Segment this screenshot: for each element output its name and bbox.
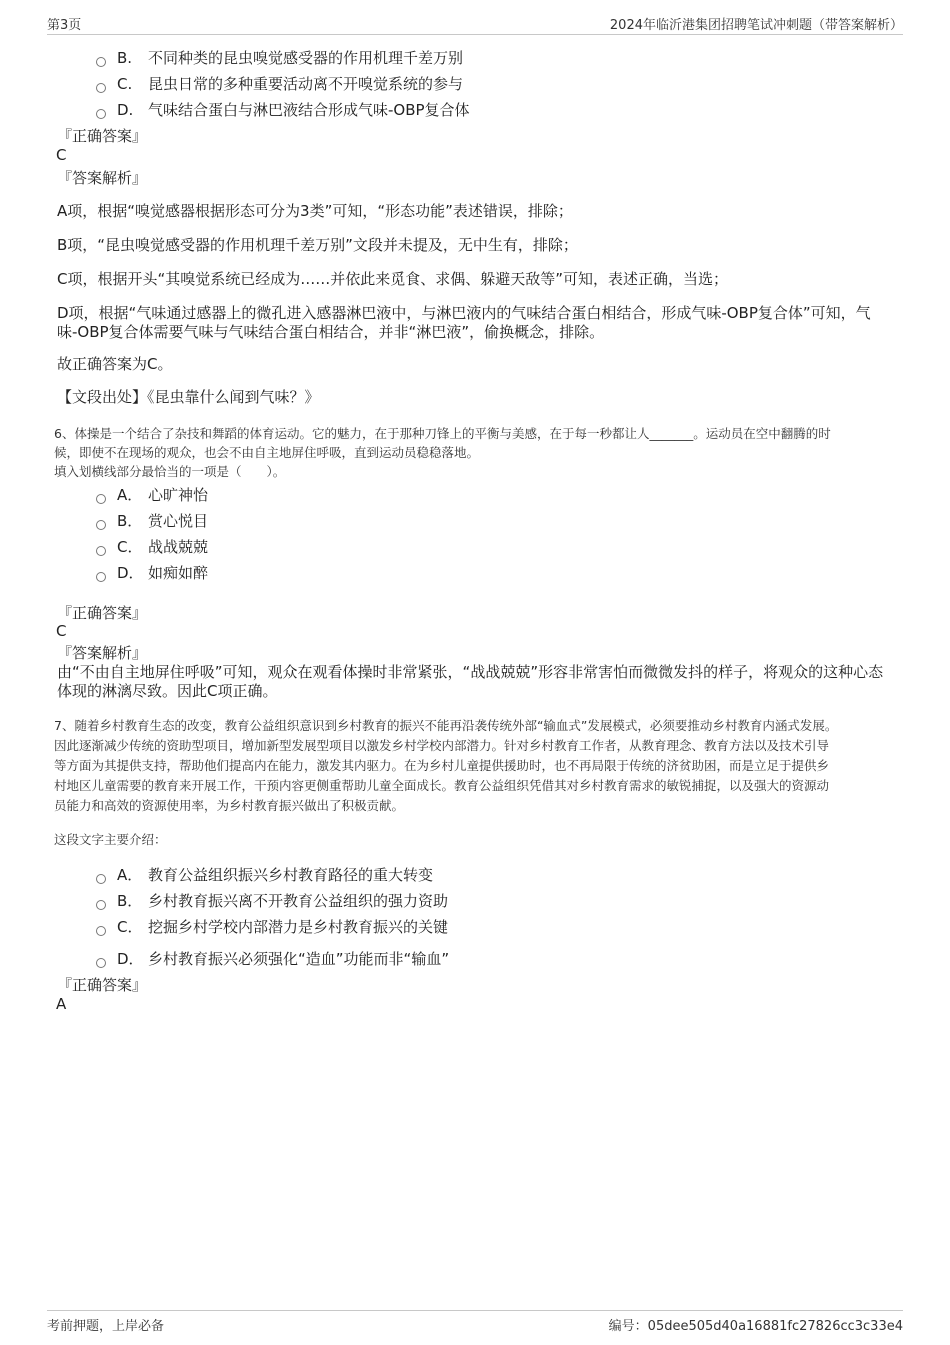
page-number: 第3页 <box>47 18 82 33</box>
option-c[interactable]: C. 昆虫日常的多种重要活动离不开嗅觉系统的参与 <box>96 73 463 94</box>
radio-icon[interactable] <box>96 958 106 968</box>
q7-answer-label: 『正确答案』 <box>57 976 148 994</box>
q6-prompt: 填入划横线部分最恰当的一项是（ ）。 <box>54 464 286 479</box>
radio-icon[interactable] <box>96 109 106 119</box>
answer-value: C <box>56 146 67 164</box>
q6-analysis-line: 体现的淋漓尽致。因此C项正确。 <box>57 682 278 700</box>
radio-icon[interactable] <box>96 494 106 504</box>
q6-analysis-line: 由“不由自主地屏住呼吸”可知，观众在观看体操时非常紧张，“战战兢兢”形容非常害怕而微微发抖的样子，将观众的这种心态 <box>57 663 884 681</box>
footer-slogan: 考前押题，上岸必备 <box>47 1319 165 1334</box>
radio-icon[interactable] <box>96 57 106 67</box>
analysis-line: D项，根据“气味通过感器上的微孔进入感器淋巴液中，与淋巴液内的气味结合蛋白相结合，形成气味-OBP复合体”可知，气 <box>57 304 871 322</box>
q7-stem: 因此逐渐减少传统的资助型项目，增加新型发展型项目以激发乡村学校内部潜力。针对乡村教育工作者，从教育理念、教育方法以及技术引导 <box>54 738 830 753</box>
page-footer <box>47 1310 903 1335</box>
option-d[interactable]: D. 气味结合蛋白与淋巴液结合形成气味-OBP复合体 <box>96 99 470 120</box>
page-header <box>47 14 903 35</box>
q6-stem: 候，即使不在现场的观众，也会不由自主地屏住呼吸，直到运动员稳稳落地。 <box>54 445 480 460</box>
q6-stem: 6、体操是一个结合了杂技和舞蹈的体育运动。它的魅力，在于那种刀锋上的平衡与美感，在于每一秒都让人_______。运动员在空中翻腾的时 <box>54 426 831 441</box>
q7-option-c[interactable]: C． 挖掘乡村学校内部潜力是乡村教育振兴的关键 <box>96 916 448 937</box>
analysis-line: B项，“昆虫嗅觉感受器的作用机理千差万别”文段并未提及，无中生有，排除； <box>57 236 578 254</box>
q7-prompt: 这段文字主要介绍： <box>54 832 167 847</box>
option-b[interactable]: B. 不同种类的昆虫嗅觉感受器的作用机理千差万别 <box>96 47 463 68</box>
radio-icon[interactable] <box>96 520 106 530</box>
analysis-line: 味-OBP复合体需要气味与气味结合蛋白相结合，并非“淋巴液”，偷换概念，排除。 <box>57 323 605 341</box>
document-code: 编号：05dee505d40a16881fc27826cc3c33e4 <box>608 1319 903 1334</box>
radio-icon[interactable] <box>96 83 106 93</box>
q7-stem: 等方面为其提供支持，帮助他们提高内在能力，激发其内驱力。在为乡村儿童提供援助时，也不再局限于传统的济贫助困，而是立足于提供乡 <box>54 758 830 773</box>
radio-icon[interactable] <box>96 572 106 582</box>
source-citation: 【文段出处】《昆虫靠什么闻到气味？》 <box>57 388 320 406</box>
q6-option-b[interactable]: B． 赏心悦目 <box>96 510 208 531</box>
analysis-label: 『答案解析』 <box>57 169 148 187</box>
radio-icon[interactable] <box>96 874 106 884</box>
q6-analysis-label: 『答案解析』 <box>57 644 148 662</box>
q7-stem: 7、随着乡村教育生态的改变，教育公益组织意识到乡村教育的振兴不能再沿袭传统外部“输血式”发展模式，必须要推动乡村教育内涵式发展。 <box>54 718 838 733</box>
analysis-line: C项，根据开头“其嗅觉系统已经成为……并依此来觅食、求偶、躲避天敌等”可知，表述正确，当选； <box>57 270 729 288</box>
analysis-conclusion: 故正确答案为C。 <box>57 355 173 373</box>
answer-label: 『正确答案』 <box>57 127 148 145</box>
radio-icon[interactable] <box>96 900 106 910</box>
document-title: 2024年临沂港集团招聘笔试冲刺题（带答案解析） <box>609 18 903 33</box>
analysis-line: A项，根据“嗅觉感器根据形态可分为3类”可知，“形态功能”表述错误，排除； <box>57 202 573 220</box>
radio-icon[interactable] <box>96 546 106 556</box>
q7-option-a[interactable]: A． 教育公益组织振兴乡村教育路径的重大转变 <box>96 864 433 885</box>
q7-stem: 村地区儿童需要的教育来开展工作，干预内容更侧重帮助儿童全面成长。教育公益组织凭借其对乡村教育需求的敏锐捕捉，以及强大的资源动 <box>54 778 830 793</box>
q7-stem: 员能力和高效的资源使用率，为乡村教育振兴做出了积极贡献。 <box>54 798 405 813</box>
q7-answer-value: A <box>56 995 67 1013</box>
q7-option-b[interactable]: B． 乡村教育振兴离不开教育公益组织的强力资助 <box>96 890 448 911</box>
q6-answer-label: 『正确答案』 <box>57 604 148 622</box>
q6-option-a[interactable]: A． 心旷神怡 <box>96 484 208 505</box>
q6-option-c[interactable]: C． 战战兢兢 <box>96 536 208 557</box>
q6-answer-value: C <box>56 622 67 640</box>
q7-option-d[interactable]: D． 乡村教育振兴必须强化“造血”功能而非“输血” <box>96 948 449 969</box>
radio-icon[interactable] <box>96 926 106 936</box>
q6-option-d[interactable]: D． 如痴如醉 <box>96 562 208 583</box>
